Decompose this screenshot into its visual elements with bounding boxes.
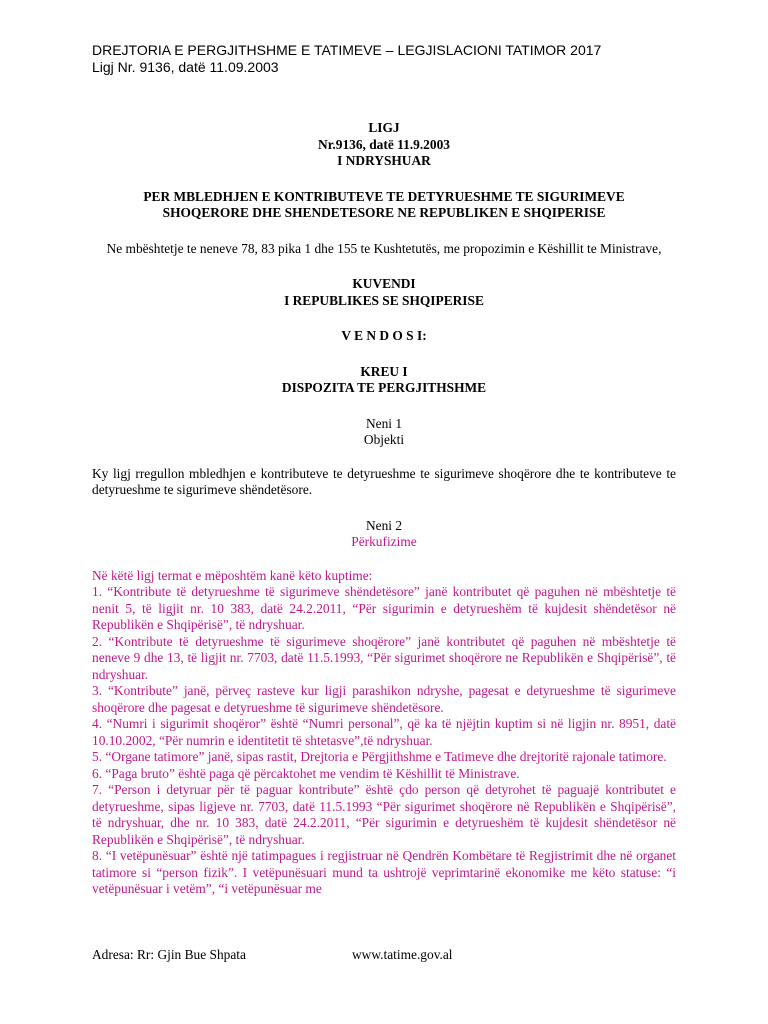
chapter-number: KREU I: [360, 363, 408, 379]
law-subject-line-2: SHOQERORE DHE SHENDETESORE NE REPUBLIKEN E SHQIPERISE: [162, 205, 606, 220]
footer-website-link[interactable]: www.tatime.gov.al: [352, 947, 453, 962]
law-label: LIGJ: [368, 120, 400, 135]
article-1-heading: [92, 416, 676, 449]
definition-item: 8. “I vetëpunësuar” është një tatimpagues i regjistruar në Qendrën Kombëtare të Regjistrimit dhe në organet tatimore si “person fizik”. I vetëpunësuari mund ta ushtrojë veprimtarinë ekonomike me këto statuse: “i vetëpunësuar i vetëm”, “i vetëpunësuar me: [92, 848, 676, 896]
definitions-list: [92, 568, 676, 898]
header-law-reference: Ligj Nr. 9136, datë 11.09.2003: [92, 59, 279, 75]
definition-item: 6. “Paga bruto” është paga që përcaktohet me vendim të Këshillit të Ministrave.: [92, 765, 520, 781]
article-1-text: Ky ligj rregullon mbledhjen e kontributeve te detyrueshme te sigurimeve shoqërore dhe te kontributeve te detyrueshme te sigurimeve shëndetësore.: [92, 465, 676, 497]
definition-item: 4. “Numri i sigurimit shoqëror” është “Numri personal”, që ka të njëjtin kuptim si në ligjin nr. 8951, datë 10.10.2002, “Për numrin e identitetit të shtetasve”,të ndryshuar.: [92, 716, 676, 748]
assembly-block: [92, 276, 676, 309]
definition-item: 7. “Person i detyruar për të paguar kontribute” është çdo person që detyrohet të paguajë kontributet e detyrueshme, sipas ligjeve nr. 7703, datë 11.5.1993 “Për sigurimet shoqërore në Republikën e Shqipërisë”, të ndryshuar, dhe nr. 10 383, datë 24.2.2011, “Për sigurimin e detyrueshëm të kujdesit shëndetësor në Republikën e Shqipërisë”, të ndryshuar.: [92, 782, 676, 847]
assembly-line-2: I REPUBLIKES SE SHQIPERISE: [284, 292, 484, 308]
law-subject-line-1: PER MBLEDHJEN E KONTRIBUTEVE TE DETYRUESHME TE SIGURIMEVE: [143, 188, 625, 204]
law-number: Nr.9136, datë 11.9.2003: [318, 136, 450, 152]
article-2-heading: [92, 518, 676, 551]
chapter-title: DISPOZITA TE PERGJITHSHME: [281, 380, 487, 395]
definition-item: 2. “Kontribute të detyrueshme të sigurimeve shoqërore” janë kontributet që paguhen në mbështetje të neneve 9 dhe 13, të ligjit nr. 7703, datë 11.5.1993, “Për sigurimet shoqërore ne Republikën e Shqipërisë”, të ndryshuar.: [92, 633, 676, 682]
article-1-number: Neni 1: [365, 415, 403, 431]
legal-basis: Ne mbështetje te neneve 78, 83 pika 1 dhe 155 te Kushtetutës, me propozimin e Këshillit te Ministrave,: [106, 240, 662, 256]
footer-address: Adresa: Rr: Gjin Bue Shpata: [92, 947, 246, 962]
header-title: DREJTORIA E PERGJITHSHME E TATIMEVE – LEGJISLACIONI TATIMOR 2017: [92, 42, 602, 58]
law-title-block: [92, 120, 676, 170]
law-subject: [92, 189, 676, 222]
article-1-title: Objekti: [363, 432, 405, 447]
document-body: [92, 120, 676, 898]
definition-item: 1. “Kontribute të detyrueshme të sigurimeve shëndetësore” janë kontributet që paguhen në mbështetje të nenit 5, të ligjit nr. 10 383, datë 24.2.2011, “Për sigurimin e detyrueshëm të kujdesit shëndetësor në Republikën e Shqipërisë”, të ndryshuar.: [92, 584, 676, 632]
page-header: [92, 42, 688, 76]
article-2-number: Neni 2: [365, 517, 403, 533]
article-2-title: Përkufizime: [351, 534, 417, 549]
definitions-intro: Në këtë ligj termat e mëposhtëm kanë këto kuptime:: [92, 567, 373, 583]
definition-item: 3. “Kontribute” janë, përveç rasteve kur ligji parashikon ndryshe, pagesat e detyrueshme të sigurimeve shoqërore dhe pagesat e detyrueshme të sigurimeve shëndetësore.: [92, 683, 676, 715]
definition-item: 5. “Organe tatimore” janë, sipas rastit, Drejtoria e Përgjithshme e Tatimeve dhe drejtoritë rajonale tatimore.: [92, 749, 667, 764]
decides-heading: V E N D O S I:: [341, 328, 427, 343]
assembly-line-1: KUVENDI: [352, 276, 416, 291]
chapter-heading: [92, 364, 676, 397]
law-amended-label: I NDRYSHUAR: [337, 153, 431, 168]
